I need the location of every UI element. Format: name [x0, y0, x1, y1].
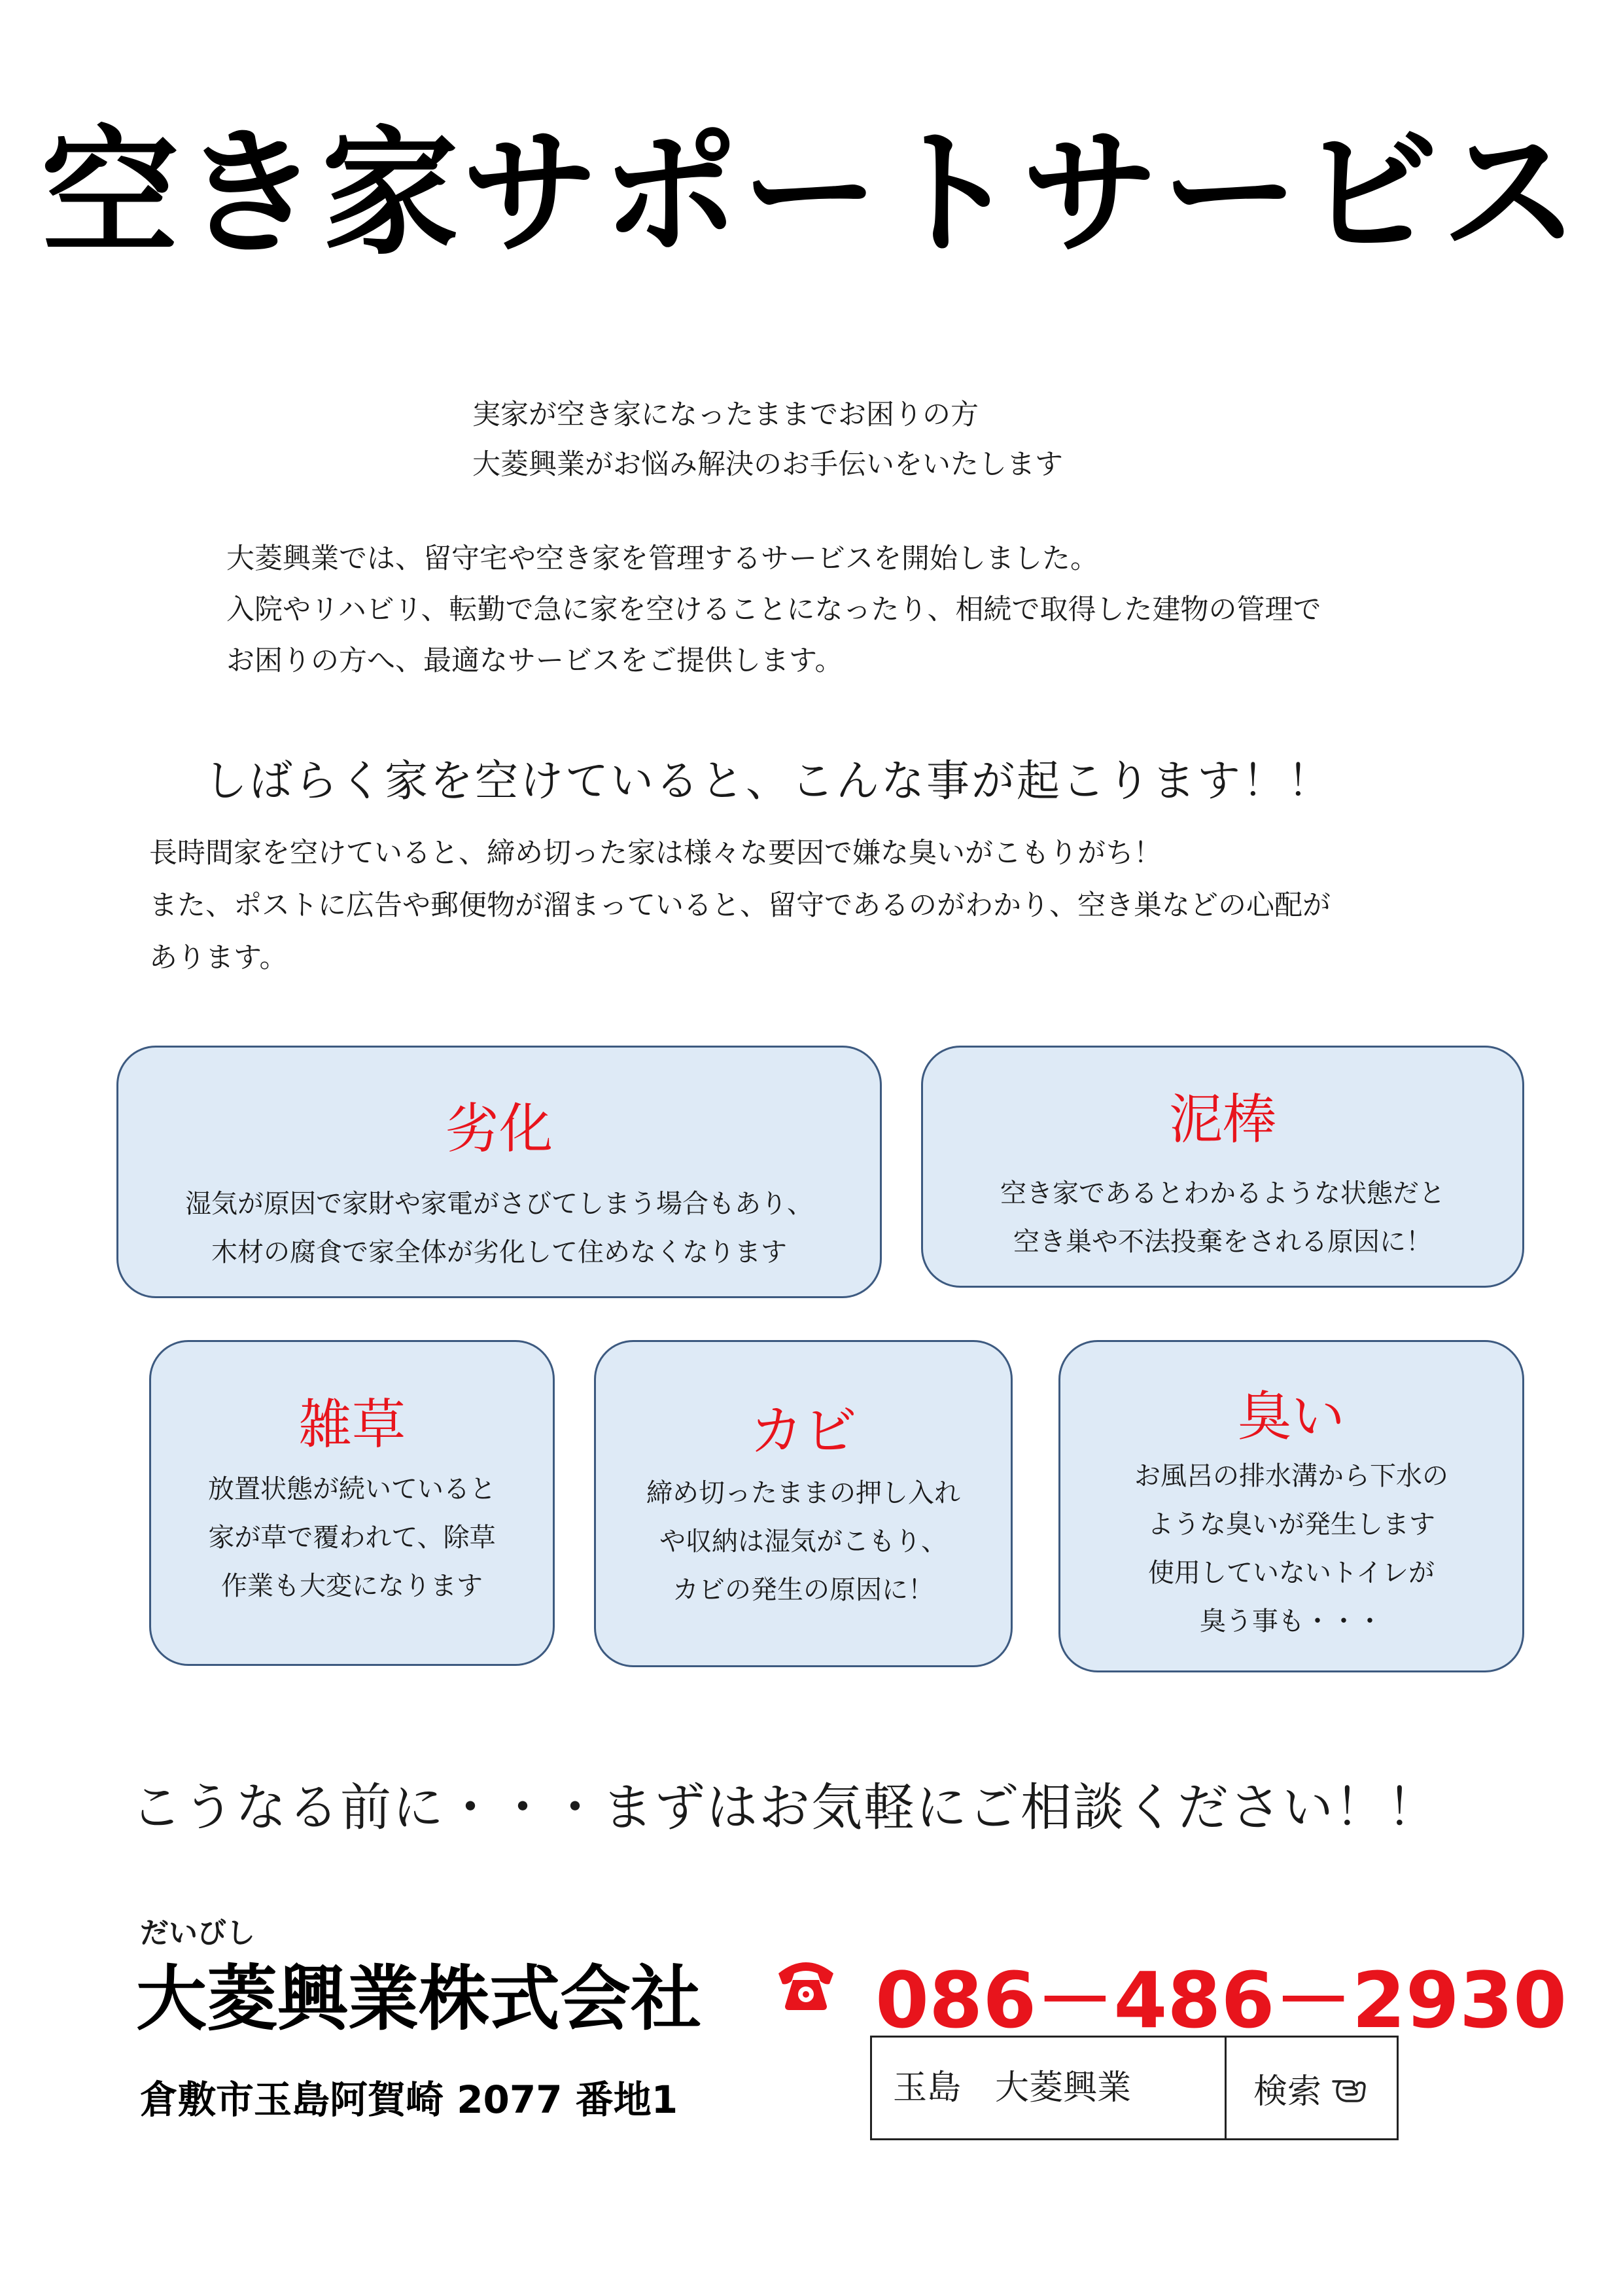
intro-paragraph [226, 533, 1321, 686]
company-name: 大菱興業株式会社 [136, 1958, 702, 2040]
card-line: 空き家であるとわかるような状態だと [1000, 1178, 1445, 1209]
company-furigana: だいびし [140, 1916, 255, 1950]
card-line: 家が草で覆われて、除草 [208, 1523, 496, 1553]
lead-text [472, 390, 1063, 489]
page-title: 空き家サポートサービス [41, 113, 1582, 274]
card-title: 劣化 [445, 1098, 553, 1160]
card-line: カビの発生の原因に！ [672, 1575, 934, 1605]
card-line: 作業も大変になります [221, 1571, 483, 1601]
intro-line-2: 入院やリハビリ、転勤で急に家を空けることになったり、相続で取得した建物の管理で [226, 593, 1321, 626]
card-body [923, 1169, 1522, 1266]
card-line: 使用していないトイレが [1148, 1558, 1435, 1588]
card-line: や収納は湿気がこもり、 [659, 1527, 947, 1557]
card-body [596, 1469, 1011, 1614]
card-line: 湿気が原因で家財や家電がさびてしまう場合もあり、 [185, 1189, 813, 1219]
search-box [870, 2036, 1399, 2140]
problems-heading: しばらく家を空けていると、こんな事が起こります！！ [204, 756, 1333, 806]
card-weeds [149, 1340, 555, 1666]
warning-line-1: 長時間家を空けていると、締め切った家は様々な要因で嫌な臭いがこもりがち！ [149, 837, 1162, 870]
card-line: 空き巣や不法投棄をされる原因に！ [1013, 1227, 1432, 1257]
card-mold [594, 1340, 1013, 1667]
telephone-icon [775, 1954, 837, 2013]
search-button-label: 検索 [1253, 2072, 1321, 2111]
card-line: 木材の腐食で家全体が劣化して住めなくなります [211, 1237, 787, 1267]
lead-line-1: 実家が空き家になったままでお困りの方 [472, 398, 979, 431]
card-title: 雑草 [298, 1394, 406, 1456]
card-body [118, 1180, 880, 1277]
card-odor [1058, 1340, 1524, 1672]
card-line: ような臭いが発生します [1147, 1510, 1435, 1540]
warning-paragraph [149, 827, 1331, 984]
lead-line-2: 大菱興業がお悩み解決のお手伝いをいたします [472, 448, 1063, 481]
phone-number[interactable]: 086－486－2930 [875, 1955, 1567, 2045]
card-line: お風呂の排水溝から下水の [1134, 1461, 1448, 1491]
card-body [151, 1465, 553, 1610]
search-input[interactable]: 玉島 大菱興業 [872, 2038, 1227, 2138]
intro-line-1: 大菱興業では、留守宅や空き家を管理するサービスを開始しました。 [226, 542, 1098, 575]
card-line: 放置状態が続いていると [208, 1474, 496, 1504]
card-line: 臭う事も・・・ [1200, 1606, 1383, 1636]
pointing-hand-icon [1331, 2071, 1370, 2105]
card-burglary [921, 1046, 1524, 1288]
intro-line-3: お困りの方へ、最適なサービスをご提供します。 [226, 645, 843, 677]
warning-line-3: あります。 [149, 942, 288, 974]
search-button[interactable] [1227, 2038, 1397, 2138]
card-deterioration [116, 1046, 882, 1298]
card-title: 臭い [1237, 1386, 1345, 1448]
card-title: カビ [749, 1400, 857, 1462]
company-address: 倉敷市玉島阿賀崎 2077 番地1 [140, 2077, 678, 2122]
call-to-action: こうなる前に・・・まずはお気軽にご相談ください！！ [131, 1778, 1440, 1837]
card-body [1060, 1452, 1522, 1646]
warning-line-2: また、ポストに広告や郵便物が溜まっていると、留守であるのがわかり、空き巣などの心配が [149, 889, 1331, 922]
card-line: 締め切ったままの押し入れ [646, 1478, 960, 1508]
card-title: 泥棒 [1168, 1089, 1276, 1151]
